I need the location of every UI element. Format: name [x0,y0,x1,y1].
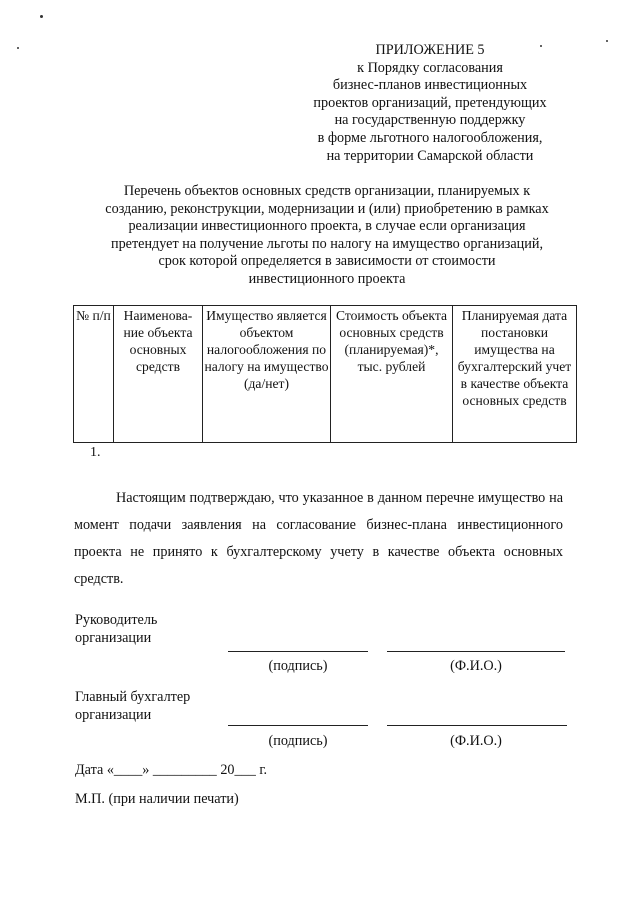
table-header-row [74,306,577,443]
annex-line: к Порядку согласования [357,59,503,76]
confirmation-paragraph: Настоящим подтверждаю, что указанное в данном перечне имущество на момент подачи заявления на согласование бизнес-плана инвестиционного проекта не принято к бухгалтерскому учету в качестве объекта основных средств. [74,490,563,587]
accountant-signature-line [228,725,368,726]
row-number: 1. [90,445,101,460]
accountant-name-line [387,725,567,726]
title-line: срок которой определяется в зависимости от стоимости [158,253,496,270]
head-name-line [387,651,565,652]
annex-header [290,42,570,165]
title-line: созданию, реконструкции, модернизации и (или) приобретению в рамках [105,200,549,217]
annex-line: бизнес-планов инвестиционных [332,77,528,94]
accountant-label [75,688,190,724]
document-title [72,183,582,289]
title-line: Перечень объектов основных средств организации, планируемых к [123,183,531,199]
header-taxable: Имущество является объектом налогообложения по налогу на имущество (да/нет) [203,306,331,443]
accountant-name-caption: (Ф.И.О.) [450,733,502,749]
title-line: реализации инвестиционного проекта, в случае если организация [128,218,526,235]
scan-speck [540,45,542,47]
scan-speck [606,40,608,42]
annex-line: ПРИЛОЖЕНИЕ 5 [375,42,485,58]
header-planned-date: Планируемая дата постановки имущества на бухгалтерский учет в качестве объекта основных средств [453,306,577,443]
stamp-note: М.П. (при наличии печати) [75,791,239,807]
header-cost: Стоимость объекта основных средств (планируемая)*, тыс. рублей [331,306,453,443]
annex-line: проектов организаций, претендующих [313,94,547,111]
accountant-label-line: организации [75,707,152,723]
date-line: Дата «____» _________ 20___ г. [75,762,268,778]
confirmation-text [74,485,563,593]
annex-line: на государственную поддержку [334,112,526,129]
head-signature-line [228,651,368,652]
scan-speck [17,47,19,49]
head-label [75,611,157,647]
annex-line: на территории Самарской области [326,147,534,164]
head-name-caption: (Ф.И.О.) [450,658,502,674]
header-object-name: Наименова-ние объекта основных средств [114,306,203,443]
title-line: претендует на получение льготы по налогу на имущество организаций, [110,235,544,252]
accountant-label-line: Главный бухгалтер [75,689,191,705]
head-label-line: организации [75,630,152,646]
head-label-line: Руководитель [75,612,158,628]
scan-speck [40,15,43,18]
annex-line: в форме льготного налогообложения, [317,129,543,146]
title-line: инвестиционного проекта [248,270,406,287]
head-signature-caption: (подпись) [268,658,328,674]
accountant-signature-caption: (подпись) [268,733,328,749]
header-number: № п/п [74,306,114,443]
objects-table [73,305,577,443]
